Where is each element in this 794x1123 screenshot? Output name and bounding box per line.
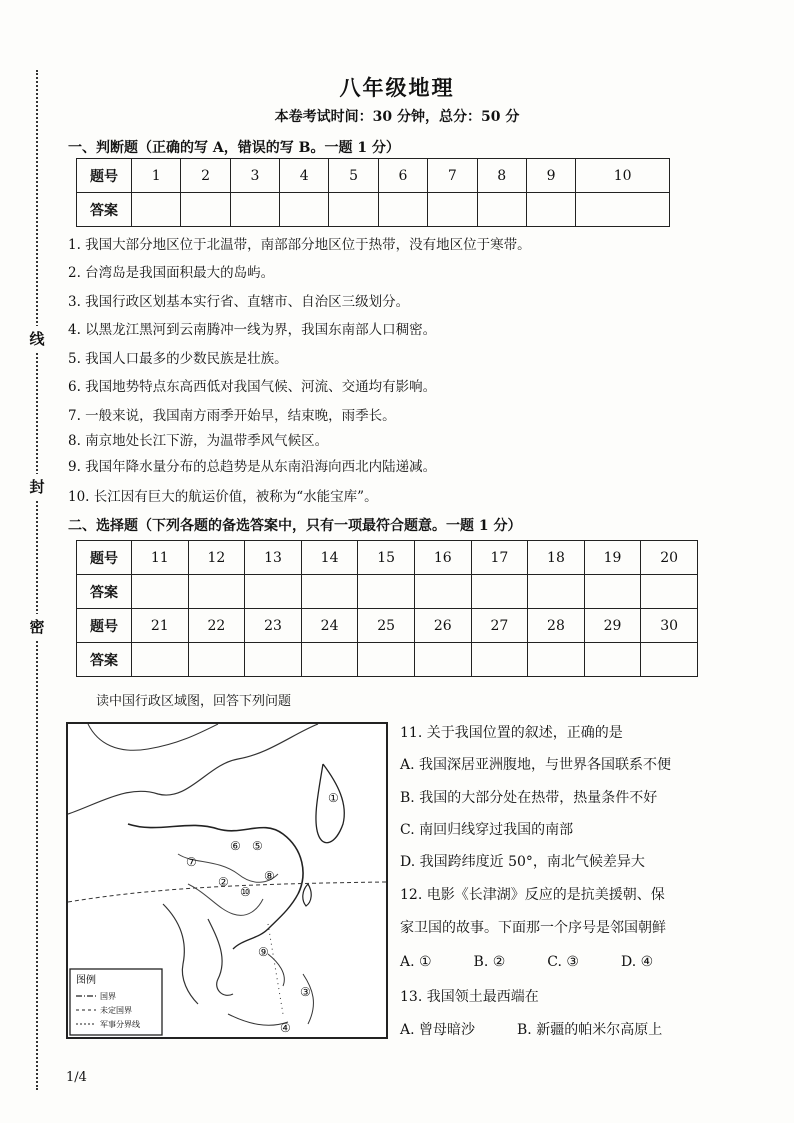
table-row	[77, 541, 698, 575]
answer-cell[interactable]	[528, 575, 585, 609]
question-2: 2. 台湾岛是我国面积最大的岛屿。	[68, 265, 275, 281]
row-label: 答案	[77, 193, 132, 227]
number-cell: 1	[132, 159, 181, 193]
table-row	[77, 575, 698, 609]
legend-item: 国界	[100, 992, 116, 1001]
row-label: 题号	[77, 541, 132, 575]
row-label: 题号	[77, 159, 132, 193]
answer-cell[interactable]	[132, 193, 181, 227]
number-cell: 25	[358, 609, 415, 643]
number-cell: 11	[132, 541, 189, 575]
number-cell: 22	[188, 609, 245, 643]
number-cell: 4	[280, 159, 329, 193]
number-cell: 15	[358, 541, 415, 575]
answer-cell[interactable]	[526, 193, 575, 227]
answer-cell[interactable]	[329, 193, 378, 227]
number-cell: 6	[378, 159, 427, 193]
number-cell: 17	[471, 541, 528, 575]
options-12: A. ① B. ② C. ③ D. ④	[400, 954, 654, 970]
binding-char-line: 线	[24, 326, 50, 352]
answer-cell[interactable]	[358, 643, 415, 677]
answer-cell[interactable]	[428, 193, 477, 227]
answer-cell[interactable]	[641, 643, 698, 677]
number-cell: 21	[132, 609, 189, 643]
number-cell: 7	[428, 159, 477, 193]
options-13: A. 曾母暗沙 B. 新疆的帕米尔高原上	[400, 1022, 663, 1038]
number-cell: 10	[576, 159, 670, 193]
binding-char-secret: 密	[24, 614, 50, 640]
legend-item: 军事分界线	[100, 1020, 140, 1029]
svg-text:⑧: ⑧	[264, 869, 275, 883]
answer-cell[interactable]	[378, 193, 427, 227]
number-cell: 13	[245, 541, 302, 575]
map-drawing	[68, 724, 386, 1037]
answer-cell[interactable]	[528, 643, 585, 677]
answer-cell[interactable]	[181, 193, 230, 227]
section1-answer-table	[76, 158, 670, 227]
china-region-map	[66, 722, 388, 1039]
section2-heading: 二、选择题（下列各题的备选答案中，只有一项最符合题意。一题 1 分）	[68, 518, 522, 534]
answer-cell[interactable]	[358, 575, 415, 609]
table-row	[77, 193, 670, 227]
answer-cell[interactable]	[230, 193, 279, 227]
exam-title: 八年级地理	[339, 75, 455, 100]
section1-heading: 一、判断题（正确的写 A，错误的写 B。一题 1 分）	[68, 140, 400, 156]
question-7: 7. 一般来说，我国南方雨季开始早，结束晚，雨季长。	[68, 408, 396, 424]
answer-cell[interactable]	[280, 193, 329, 227]
answer-cell[interactable]	[584, 643, 641, 677]
number-cell: 8	[477, 159, 526, 193]
legend-item: 未定国界	[100, 1006, 132, 1015]
number-cell: 19	[584, 541, 641, 575]
section2-answer-table	[76, 540, 698, 677]
number-cell: 14	[301, 541, 358, 575]
answer-cell[interactable]	[188, 643, 245, 677]
question-10: 10. 长江因有巨大的航运价值，被称为“水能宝库”。	[68, 489, 378, 505]
number-cell: 30	[641, 609, 698, 643]
table-row	[77, 159, 670, 193]
option-11b: B. 我国的大部分处在热带，热量条件不好	[400, 790, 658, 806]
question-11: 11. 关于我国位置的叙述，正确的是	[400, 725, 623, 741]
option-11c: C. 南回归线穿过我国的南部	[400, 822, 574, 838]
number-cell: 12	[188, 541, 245, 575]
number-cell: 26	[414, 609, 471, 643]
question-12: 12. 电影《长津湖》反应的是抗美援朝、保	[400, 887, 665, 903]
answer-cell[interactable]	[188, 575, 245, 609]
answer-cell[interactable]	[301, 575, 358, 609]
question-13: 13. 我国领土最西端在	[400, 989, 539, 1005]
number-cell: 29	[584, 609, 641, 643]
map-marker: ①	[328, 791, 339, 805]
answer-cell[interactable]	[477, 193, 526, 227]
answer-cell[interactable]	[471, 643, 528, 677]
answer-cell[interactable]	[132, 643, 189, 677]
svg-text:⑨: ⑨	[258, 945, 269, 959]
option-11a: A. 我国深居亚洲腹地，与世界各国联系不便	[400, 757, 672, 773]
number-cell: 2	[181, 159, 230, 193]
answer-cell[interactable]	[584, 575, 641, 609]
exam-subtitle: 本卷考试时间：30 分钟，总分：50 分	[274, 109, 520, 125]
question-8: 8. 南京地处长江下游，为温带季风气候区。	[68, 433, 329, 449]
map-caption: 读中国行政区域图，回答下列问题	[96, 694, 292, 709]
map-marker: ②	[218, 875, 229, 889]
map-marker: ④	[280, 1021, 291, 1035]
table-row	[77, 609, 698, 643]
table-row	[77, 643, 698, 677]
page-number: 1/4	[66, 1070, 87, 1085]
question-3: 3. 我国行政区划基本实行省、直辖市、自治区三级划分。	[68, 294, 410, 310]
answer-cell[interactable]	[576, 193, 670, 227]
number-cell: 24	[301, 609, 358, 643]
answer-cell[interactable]	[301, 643, 358, 677]
answer-cell[interactable]	[245, 643, 302, 677]
map-marker: ③	[300, 985, 311, 999]
question-12-cont: 家卫国的故事。下面那一个序号是邻国朝鲜	[400, 920, 666, 936]
svg-text:⑩: ⑩	[240, 885, 251, 899]
svg-text:⑤: ⑤	[252, 839, 263, 853]
binding-char-seal: 封	[24, 474, 50, 500]
question-4: 4. 以黑龙江黑河到云南腾冲一线为界，我国东南部人口稠密。	[68, 322, 437, 338]
number-cell: 9	[526, 159, 575, 193]
legend-title: 图例	[76, 975, 96, 986]
answer-cell[interactable]	[245, 575, 302, 609]
number-cell: 23	[245, 609, 302, 643]
binding-dotted-line	[36, 70, 38, 1090]
answer-cell[interactable]	[414, 575, 471, 609]
number-cell: 3	[230, 159, 279, 193]
number-cell: 18	[528, 541, 585, 575]
question-1: 1. 我国大部分地区位于北温带，南部部分地区位于热带，没有地区位于寒带。	[68, 237, 531, 253]
number-cell: 16	[414, 541, 471, 575]
option-11d: D. 我国跨纬度近 50°，南北气候差异大	[400, 854, 645, 870]
row-label: 题号	[77, 609, 132, 643]
row-label: 答案	[77, 575, 132, 609]
number-cell: 5	[329, 159, 378, 193]
answer-cell[interactable]	[471, 575, 528, 609]
question-6: 6. 我国地势特点东高西低对我国气候、河流、交通均有影响。	[68, 379, 437, 395]
number-cell: 28	[528, 609, 585, 643]
number-cell: 27	[471, 609, 528, 643]
row-label: 答案	[77, 643, 132, 677]
number-cell: 20	[641, 541, 698, 575]
answer-cell[interactable]	[641, 575, 698, 609]
answer-cell[interactable]	[414, 643, 471, 677]
question-9: 9. 我国年降水量分布的总趋势是从东南沿海向西北内陆递减。	[68, 459, 437, 475]
svg-text:⑥: ⑥	[230, 839, 241, 853]
svg-text:⑦: ⑦	[186, 855, 197, 869]
answer-cell[interactable]	[132, 575, 189, 609]
question-5: 5. 我国人口最多的少数民族是壮族。	[68, 351, 288, 367]
